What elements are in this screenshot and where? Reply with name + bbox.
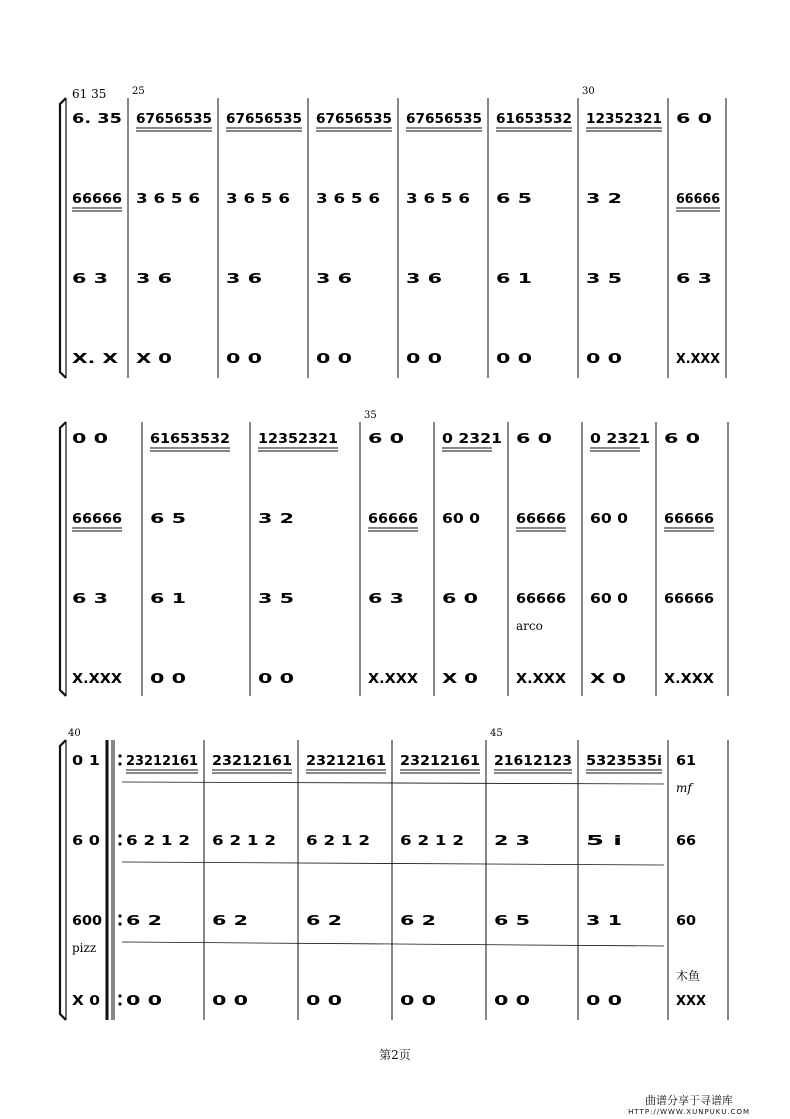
note-group: 6 1 — [150, 592, 186, 607]
note-group: 3 6 — [136, 272, 172, 287]
note-group: XXX — [676, 994, 706, 1009]
note-group: 6 0 — [72, 834, 100, 849]
note-group: 66666 — [676, 192, 720, 207]
note-group: 3 2 — [586, 192, 622, 207]
note-group: 61653532 — [150, 432, 230, 447]
repeat-dot — [118, 754, 121, 757]
note-group: 3 6 5 6 — [316, 192, 380, 207]
note-group: 5 i — [586, 834, 622, 849]
note-group: 3 6 — [226, 272, 262, 287]
credit-url: HTTP://WWW.XUNPUKU.COM — [628, 1108, 750, 1116]
note-group: 6 2 1 2 — [306, 834, 370, 849]
note-group: 6 1 — [496, 272, 532, 287]
note-group: 6 5 — [150, 512, 186, 527]
score-annotation: 61 35 — [72, 87, 107, 101]
note-group: 3 6 5 6 — [406, 192, 470, 207]
phrase-line — [122, 782, 664, 784]
page-number: 第2页 — [379, 1048, 411, 1062]
note-group: 23212161 — [126, 754, 198, 769]
note-group: 0 0 — [72, 432, 108, 447]
note-group: 6 5 — [496, 192, 532, 207]
note-group: 66666 — [516, 592, 566, 607]
note-group: X 0 — [72, 994, 100, 1009]
note-group: 66666 — [664, 592, 714, 607]
score-annotation: mf — [676, 781, 692, 795]
note-group: 3 5 — [586, 272, 622, 287]
note-group: 67656535 — [226, 112, 302, 127]
note-group: 67656535 — [406, 112, 482, 127]
note-group: 0 2321 — [442, 432, 502, 447]
note-group: 0 0 — [496, 352, 532, 367]
note-group: 0 0 — [150, 672, 186, 687]
note-group: 6 0 — [516, 432, 552, 447]
system-bracket — [60, 422, 66, 696]
note-group: 6 3 — [676, 272, 712, 287]
note-group: X 0 — [136, 352, 172, 367]
note-group: 66666 — [516, 512, 566, 527]
note-group: X.XXX — [368, 672, 418, 687]
note-group: 23212161 — [212, 754, 292, 769]
note-group: 0 0 — [316, 352, 352, 367]
repeat-dot — [118, 914, 121, 917]
note-group: 0 1 — [72, 754, 100, 769]
note-group: 6 2 — [212, 914, 248, 929]
note-group: 600 — [72, 914, 102, 929]
repeat-dot — [118, 922, 121, 925]
note-group: 3 1 — [586, 914, 622, 929]
note-group: 3 6 5 6 — [136, 192, 200, 207]
note-group: 0 0 — [586, 994, 622, 1009]
note-group: 3 5 — [258, 592, 294, 607]
note-group: 23212161 — [400, 754, 480, 769]
score-annotation: arco — [516, 619, 543, 633]
note-group: 67656535 — [316, 112, 392, 127]
system-bracket — [60, 98, 66, 378]
note-group: 0 0 — [306, 994, 342, 1009]
note-group: 0 0 — [586, 352, 622, 367]
repeat-dot — [118, 1002, 121, 1005]
note-group: 6. 35 — [72, 112, 122, 127]
note-group: 6 2 1 2 — [126, 834, 190, 849]
note-group: 6 0 — [676, 112, 712, 127]
note-group: X 0 — [442, 672, 478, 687]
note-group: 66 — [676, 834, 696, 849]
score-annotation: 木鱼 — [676, 969, 701, 983]
repeat-dot — [118, 762, 121, 765]
note-group: 6 0 — [664, 432, 700, 447]
measure-number: 35 — [364, 410, 377, 421]
phrase-line — [122, 862, 664, 865]
note-group: 66666 — [72, 192, 122, 207]
note-group: 0 0 — [126, 994, 162, 1009]
note-group: X 0 — [590, 672, 626, 687]
note-group: 3 6 — [406, 272, 442, 287]
note-group: 66666 — [664, 512, 714, 527]
note-group: 61653532 — [496, 112, 572, 127]
phrase-line — [122, 942, 664, 946]
note-group: 6 2 — [126, 914, 162, 929]
measure-number: 25 — [132, 86, 145, 97]
note-group: 0 0 — [226, 352, 262, 367]
note-group: 6 0 — [442, 592, 478, 607]
measure-number: 30 — [582, 86, 595, 97]
measure-number: 45 — [490, 728, 503, 739]
note-group: 0 0 — [494, 994, 530, 1009]
note-group: X.XXX — [676, 352, 720, 367]
note-group: 3 2 — [258, 512, 294, 527]
note-group: 6 5 — [494, 914, 530, 929]
note-group: 66666 — [72, 512, 122, 527]
note-group: 61 — [676, 754, 696, 769]
note-group: X.XXX — [72, 672, 122, 687]
credit-title: 曲谱分享于寻谱库 — [645, 1094, 734, 1107]
note-group: 5323535i — [586, 754, 662, 769]
note-group: 3 6 5 6 — [226, 192, 290, 207]
note-group: 6 2 — [400, 914, 436, 929]
note-group: 12352321 — [586, 112, 662, 127]
note-group: 60 0 — [442, 512, 480, 527]
note-group: 67656535 — [136, 112, 212, 127]
note-group: 2 3 — [494, 834, 530, 849]
measure-number: 40 — [68, 728, 81, 739]
score-annotation: pizz — [72, 941, 97, 955]
note-group: 0 2321 — [590, 432, 650, 447]
note-group: 6 2 1 2 — [212, 834, 276, 849]
note-group: 6 2 — [306, 914, 342, 929]
note-group: 6 3 — [72, 592, 108, 607]
note-group: 6 3 — [368, 592, 404, 607]
note-group: 0 0 — [212, 994, 248, 1009]
note-group: 12352321 — [258, 432, 338, 447]
note-group: X.XXX — [664, 672, 714, 687]
note-group: 0 0 — [406, 352, 442, 367]
note-group: 66666 — [368, 512, 418, 527]
note-group: X. X — [72, 352, 118, 367]
site-credit — [628, 1092, 750, 1116]
note-group: 60 0 — [590, 512, 628, 527]
note-group: 21612123 — [494, 754, 572, 769]
repeat-dot — [118, 842, 121, 845]
system-bracket — [60, 740, 66, 1020]
note-group: 0 0 — [400, 994, 436, 1009]
note-group: 6 3 — [72, 272, 108, 287]
note-group: X.XXX — [516, 672, 566, 687]
note-group: 0 0 — [258, 672, 294, 687]
note-group: 6 2 1 2 — [400, 834, 464, 849]
note-group: 6 0 — [368, 432, 404, 447]
note-group: 3 6 — [316, 272, 352, 287]
note-group: 60 0 — [590, 592, 628, 607]
note-group: 23212161 — [306, 754, 386, 769]
repeat-dot — [118, 994, 121, 997]
repeat-dot — [118, 834, 121, 837]
note-group: 60 — [676, 914, 696, 929]
